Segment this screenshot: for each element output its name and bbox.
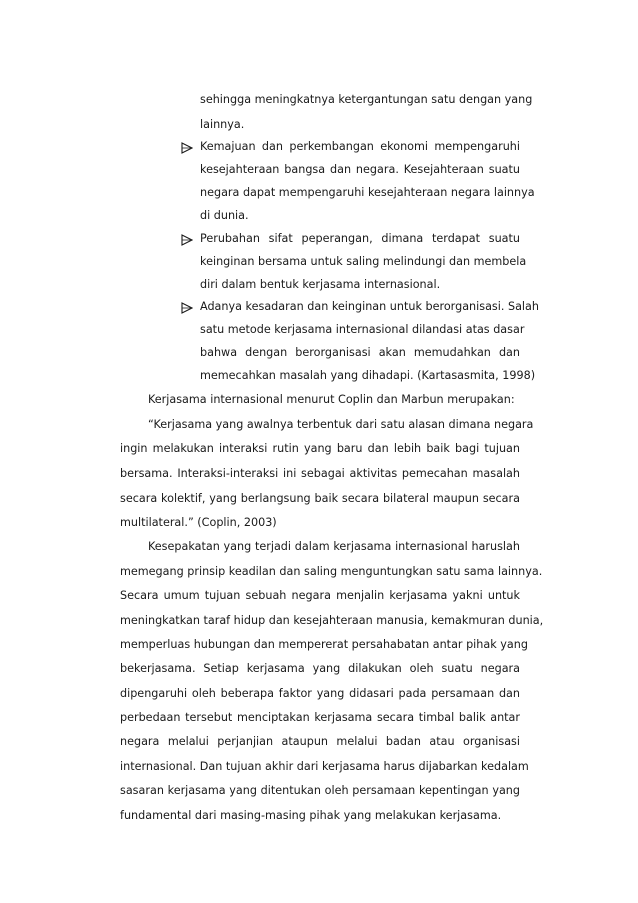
arrow-bullet-icon bbox=[181, 142, 193, 154]
bullet-line: keinginan bersama untuk saling melindungi dan membela bbox=[200, 255, 527, 268]
bullet-line: bahwa dengan berorganisasi akan memudahkan dan bbox=[200, 346, 520, 359]
paragraph-line: memperluas hubungan dan mempererat persahabatan antar pihak yang bbox=[120, 638, 528, 651]
paragraph-line: memegang prinsip keadilan dan saling menguntungkan satu sama lainnya. bbox=[120, 565, 543, 578]
continuation-line: sehingga meningkatnya ketergantungan satu dengan yang bbox=[200, 93, 533, 106]
paragraph-line: “Kerjasama yang awalnya terbentuk dari satu alasan dimana negara bbox=[148, 418, 534, 431]
paragraph-line: Kesepakatan yang terjadi dalam kerjasama internasional haruslah bbox=[148, 540, 520, 553]
paragraph-line: secara kolektif, yang berlangsung baik secara bilateral maupun secara bbox=[120, 492, 520, 505]
bullet-line: di dunia. bbox=[200, 209, 249, 222]
paragraph-line: negara melalui perjanjian ataupun melalui badan atau organisasi bbox=[120, 735, 520, 748]
paragraph-line: multilateral.” (Coplin, 2003) bbox=[120, 516, 277, 529]
bullet-line: kesejahteraan bangsa dan negara. Kesejahteraan suatu bbox=[200, 163, 520, 176]
arrow-bullet-icon bbox=[181, 302, 193, 314]
bullet-line: satu metode kerjasama internasional dilandasi atas dasar bbox=[200, 323, 525, 336]
paragraph-line: perbedaan tersebut menciptakan kerjasama secara timbal balik antar bbox=[120, 711, 520, 724]
paragraph-line: bekerjasama. Setiap kerjasama yang dilakukan oleh suatu negara bbox=[120, 662, 520, 675]
bullet-line: Perubahan sifat peperangan, dimana terdapat suatu bbox=[200, 232, 520, 245]
bullet-line: memecahkan masalah yang dihadapi. (Kartasasmita, 1998) bbox=[200, 369, 536, 382]
paragraph-line: sasaran kerjasama yang ditentukan oleh persamaan kepentingan yang bbox=[120, 784, 520, 797]
paragraph-line: fundamental dari masing-masing pihak yang melakukan kerjasama. bbox=[120, 809, 502, 822]
arrow-bullet-icon bbox=[181, 234, 193, 246]
paragraph-line: Kerjasama internasional menurut Coplin dan Marbun merupakan: bbox=[148, 393, 515, 406]
paragraph-line: ingin melakukan interaksi rutin yang baru dan lebih baik bagi tujuan bbox=[120, 442, 520, 455]
bullet-line: Adanya kesadaran dan keinginan untuk berorganisasi. Salah bbox=[200, 300, 539, 313]
paragraph-line: internasional. Dan tujuan akhir dari kerjasama harus dijabarkan kedalam bbox=[120, 760, 529, 773]
paragraph-line: dipengaruhi oleh beberapa faktor yang didasari pada persamaan dan bbox=[120, 687, 520, 700]
paragraph-line: bersama. Interaksi-interaksi ini sebagai aktivitas pemecahan masalah bbox=[120, 467, 520, 480]
paragraph-line: meningkatkan taraf hidup dan kesejahteraan manusia, kemakmuran dunia, bbox=[120, 614, 544, 627]
paragraph-line: Secara umum tujuan sebuah negara menjalin kerjasama yakni untuk bbox=[120, 589, 520, 602]
bullet-line: diri dalam bentuk kerjasama internasional. bbox=[200, 278, 441, 291]
bullet-line: Kemajuan dan perkembangan ekonomi mempengaruhi bbox=[200, 140, 520, 153]
bullet-line: negara dapat mempengaruhi kesejahteraan negara lainnya bbox=[200, 186, 535, 199]
continuation-line: lainnya. bbox=[200, 118, 245, 131]
